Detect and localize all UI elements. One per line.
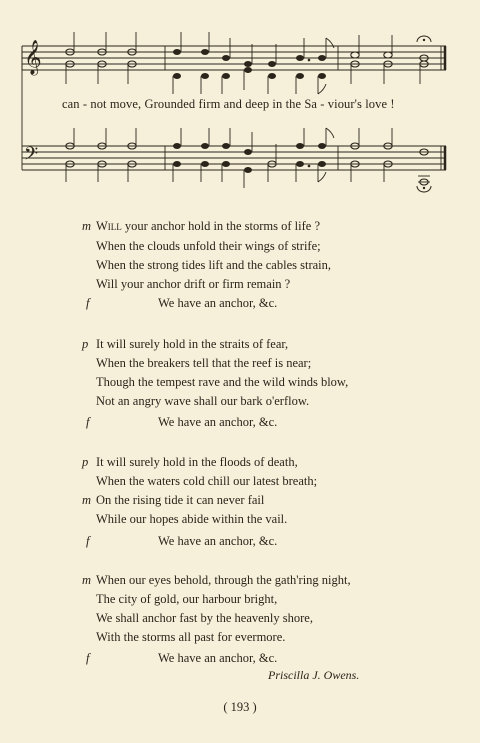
treble-staff (22, 46, 446, 70)
stanza-line: Will your anchor drift or firm remain ? (96, 277, 291, 291)
stanza-line: We shall anchor fast by the heavenly shore, (96, 611, 313, 625)
bass-clef: 𝄢 (24, 144, 39, 169)
line-text: your anchor hold in the storms of life ? (121, 219, 321, 233)
stanza-line: When the clouds unfold their wings of strife; (96, 239, 321, 253)
dynamic-mark: f (86, 534, 90, 548)
chorus-ref: We have an anchor, &c. (158, 296, 278, 310)
chorus-ref: We have an anchor, &c. (158, 415, 278, 429)
dynamic-mark: p (82, 337, 89, 351)
stanza-line: Not an angry wave shall our bark o'erflow. (96, 394, 310, 408)
stanza-line: On the rising tide it can never fail (96, 493, 265, 507)
dynamic-mark: m (82, 219, 92, 233)
stanza-line: Though the tempest rave and the wild winds blow, (96, 375, 349, 389)
dynamic-mark: m (82, 493, 92, 507)
stanza-line: It will surely hold in the straits of fear, (96, 337, 289, 351)
author-credit: Priscilla J. Owens. (268, 668, 360, 682)
first-word: Will (96, 219, 122, 233)
treble-clef: 𝄞 (24, 40, 42, 75)
stanza-line (96, 218, 320, 234)
stanza-line: When the breakers tell that the reef is near; (96, 356, 312, 370)
chorus-ref: We have an anchor, &c. (158, 651, 278, 665)
dynamic-mark: f (86, 415, 90, 429)
dynamic-mark: p (82, 455, 89, 469)
stanza-line: With the storms all past for evermore. (96, 630, 286, 644)
stanza-line: When the strong tides lift and the cables strain, (96, 258, 332, 272)
dynamic-mark: m (82, 573, 92, 587)
stanza-line: It will surely hold in the floods of death, (96, 455, 298, 469)
stanza-line: When the waters cold chill our latest breath; (96, 474, 318, 488)
chorus-ref: We have an anchor, &c. (158, 534, 278, 548)
stanza-line: The city of gold, our harbour bright, (96, 592, 278, 606)
dynamic-mark: f (86, 296, 90, 310)
stanza-line: When our eyes behold, through the gath'ring night, (96, 573, 351, 587)
page-number: ( 193 ) (223, 700, 257, 714)
lyric-line: can - not move, Grounded firm and deep in the Sa - viour's love ! (62, 97, 395, 111)
stanza-line: While our hopes abide within the vail. (96, 512, 288, 526)
dynamic-mark: f (86, 651, 90, 665)
